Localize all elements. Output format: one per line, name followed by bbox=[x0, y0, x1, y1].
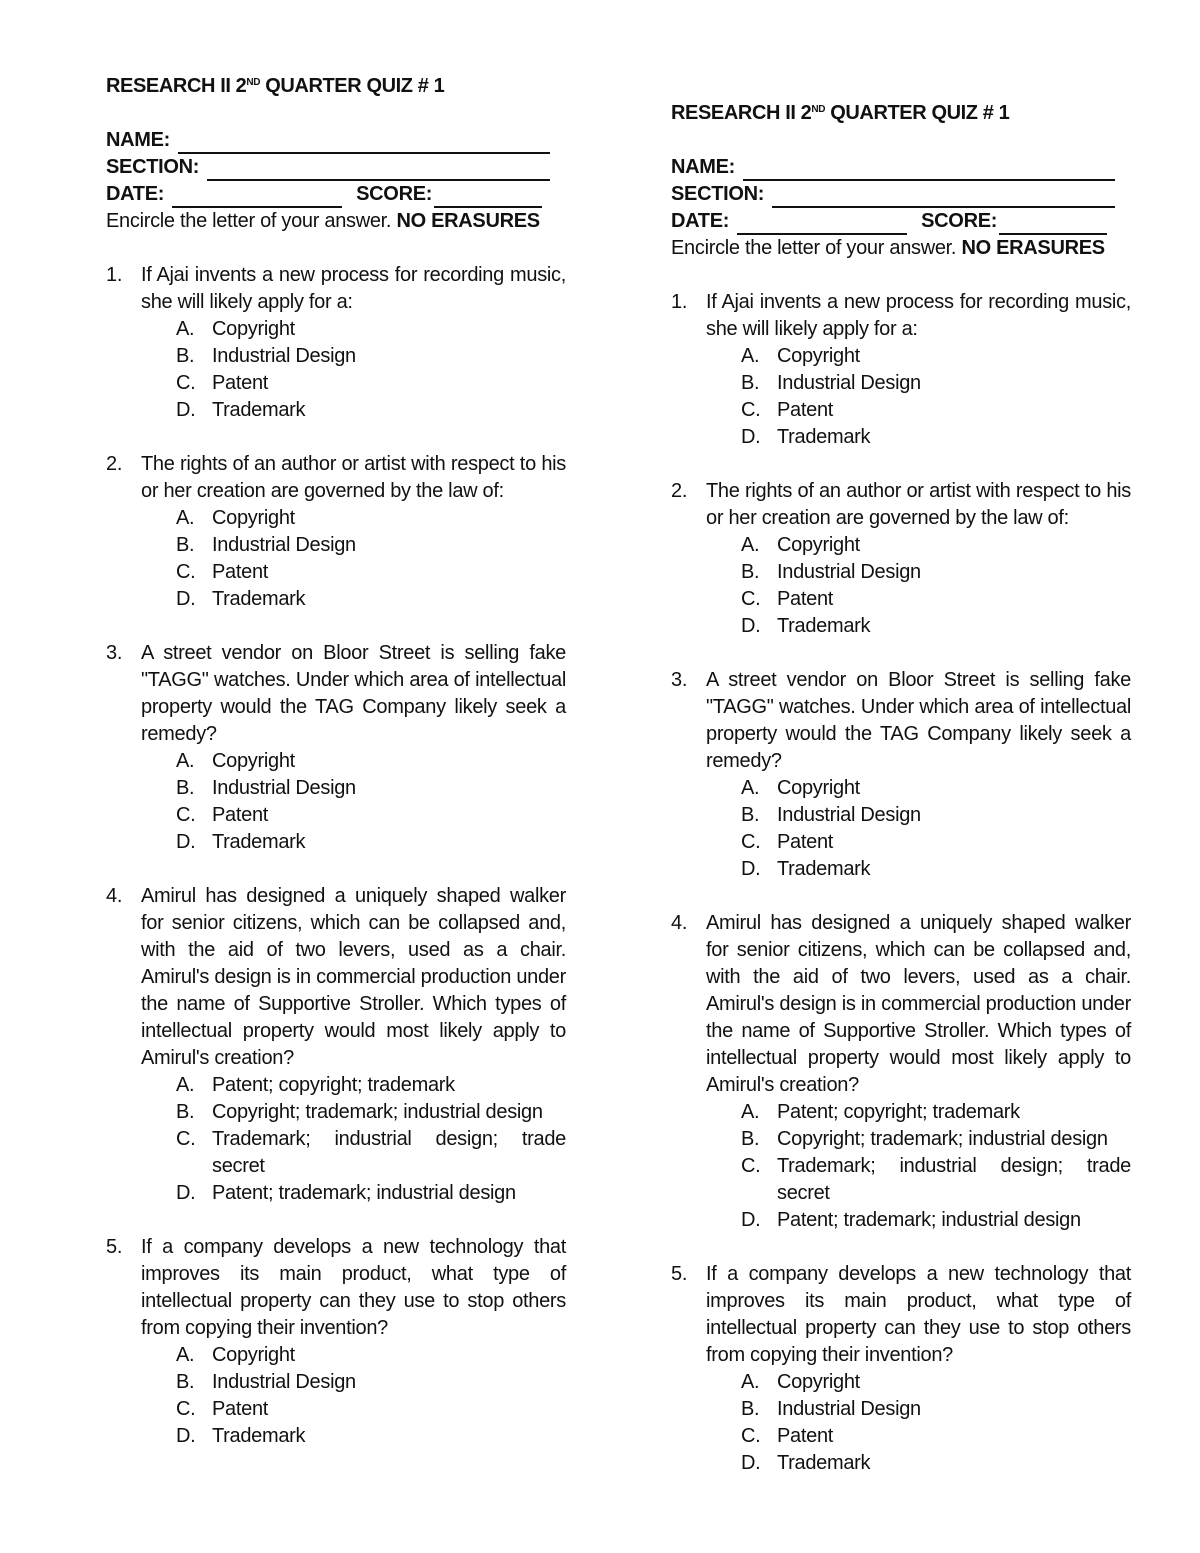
section-label: SECTION: bbox=[106, 156, 200, 178]
question-text: A street vendor on Bloor Street is selling fake "TAGG" watches. Under which area of intellectual property would the TAG Company likely seek a remedy? bbox=[141, 642, 566, 745]
date-line[interactable] bbox=[737, 213, 907, 235]
option-text: Copyright bbox=[777, 534, 860, 556]
option-letter[interactable]: D. bbox=[176, 399, 196, 421]
option-letter[interactable]: C. bbox=[741, 831, 761, 853]
question-1 bbox=[671, 289, 1131, 451]
option-list bbox=[671, 343, 1131, 451]
question-3-option-b[interactable] bbox=[176, 775, 566, 802]
question-3-option-c[interactable] bbox=[176, 802, 566, 829]
question-number: 4. bbox=[106, 885, 123, 907]
quiz-title: RESEARCH II 2ND QUARTER QUIZ # 1 bbox=[106, 75, 445, 97]
question-2 bbox=[671, 478, 1131, 640]
option-letter[interactable]: B. bbox=[176, 345, 195, 367]
option-letter[interactable]: B. bbox=[741, 1128, 760, 1150]
option-letter[interactable]: D. bbox=[741, 1452, 761, 1474]
option-text: Industrial Design bbox=[777, 1398, 921, 1420]
section-label: SECTION: bbox=[671, 183, 765, 205]
quiz-copy-right bbox=[671, 100, 1131, 1477]
question-2-option-b[interactable] bbox=[176, 532, 566, 559]
option-letter[interactable]: C. bbox=[176, 1128, 196, 1150]
question-5-option-a[interactable] bbox=[176, 1342, 566, 1369]
question-2-option-a[interactable] bbox=[176, 505, 566, 532]
option-text: Patent; copyright; trademark bbox=[777, 1101, 1020, 1123]
option-letter[interactable]: C. bbox=[741, 1155, 761, 1177]
option-list bbox=[671, 775, 1131, 883]
question-5-option-b[interactable] bbox=[176, 1369, 566, 1396]
option-letter[interactable]: B. bbox=[741, 1398, 760, 1420]
question-5-option-c[interactable] bbox=[176, 1396, 566, 1423]
option-text: Patent bbox=[777, 399, 834, 421]
question-number: 3. bbox=[671, 669, 688, 691]
option-list bbox=[106, 505, 566, 613]
option-letter[interactable]: A. bbox=[741, 1371, 760, 1393]
question-3-option-d[interactable] bbox=[741, 856, 1131, 883]
date-score-row[interactable] bbox=[671, 208, 1131, 235]
option-text: Trademark bbox=[212, 588, 306, 610]
option-letter[interactable]: B. bbox=[176, 534, 195, 556]
option-text: Trademark bbox=[212, 831, 306, 853]
option-list bbox=[106, 316, 566, 424]
option-letter[interactable]: C. bbox=[176, 372, 196, 394]
option-text: Copyright bbox=[777, 777, 860, 799]
question-3-option-c[interactable] bbox=[741, 829, 1131, 856]
option-letter[interactable]: C. bbox=[741, 1425, 761, 1447]
option-text: Trademark; industrial design; trade secret bbox=[777, 1155, 1131, 1204]
question-text: The rights of an author or artist with respect to his or her creation are governed by the law of: bbox=[141, 453, 566, 502]
score-line[interactable] bbox=[999, 213, 1107, 235]
question-1-option-a[interactable] bbox=[741, 343, 1131, 370]
option-text: Trademark bbox=[212, 1425, 306, 1447]
question-5-option-d[interactable] bbox=[176, 1423, 566, 1450]
question-text: The rights of an author or artist with respect to his or her creation are governed by the law of: bbox=[706, 480, 1131, 529]
option-letter[interactable]: D. bbox=[176, 588, 196, 610]
question-2-option-d[interactable] bbox=[741, 613, 1131, 640]
option-text: Patent; copyright; trademark bbox=[212, 1074, 455, 1096]
question-2-option-a[interactable] bbox=[741, 532, 1131, 559]
question-5-option-d[interactable] bbox=[741, 1450, 1131, 1477]
question-number: 2. bbox=[106, 453, 123, 475]
question-5-option-c[interactable] bbox=[741, 1423, 1131, 1450]
question-4-option-b[interactable] bbox=[741, 1126, 1131, 1153]
question-2-option-b[interactable] bbox=[741, 559, 1131, 586]
option-letter[interactable]: A. bbox=[176, 1344, 195, 1366]
question-number: 2. bbox=[671, 480, 688, 502]
score-label: SCORE: bbox=[921, 210, 998, 232]
date-line[interactable] bbox=[172, 186, 342, 208]
question-1-option-c[interactable] bbox=[176, 370, 566, 397]
question-4-option-d[interactable] bbox=[176, 1180, 566, 1207]
name-line[interactable] bbox=[743, 159, 1115, 181]
option-letter[interactable]: D. bbox=[176, 1425, 196, 1447]
question-4 bbox=[671, 910, 1131, 1234]
question-1-option-d[interactable] bbox=[176, 397, 566, 424]
option-text: Patent bbox=[212, 804, 269, 826]
question-text: Amirul has designed a uniquely shaped walker for senior citizens, which can be collapsed and, with the aid of two levers, used as a chair. Amirul's design is in commercial production under the name of Supportive Stroller. Which types of intellectual property would most likely apply to Amirul's creation? bbox=[141, 885, 566, 1069]
question-text: A street vendor on Bloor Street is selling fake "TAGG" watches. Under which area of intellectual property would the TAG Company likely seek a remedy? bbox=[706, 669, 1131, 772]
question-4 bbox=[106, 883, 566, 1207]
question-1-option-b[interactable] bbox=[176, 343, 566, 370]
option-text: Patent bbox=[777, 1425, 834, 1447]
option-letter[interactable]: A. bbox=[176, 1074, 195, 1096]
option-letter[interactable]: C. bbox=[741, 399, 761, 421]
option-text: Patent; trademark; industrial design bbox=[212, 1182, 516, 1204]
question-text: If a company develops a new technology that improves its main product, what type of intellectual property can they use to stop others from copying their invention? bbox=[141, 1236, 566, 1339]
question-5 bbox=[106, 1234, 566, 1450]
question-1-option-d[interactable] bbox=[741, 424, 1131, 451]
question-number: 5. bbox=[106, 1236, 123, 1258]
option-text: Patent bbox=[777, 588, 834, 610]
question-2 bbox=[106, 451, 566, 613]
question-4-option-c[interactable] bbox=[176, 1126, 566, 1180]
option-text: Copyright bbox=[777, 345, 860, 367]
option-letter[interactable]: D. bbox=[741, 615, 761, 637]
option-letter[interactable]: B. bbox=[741, 372, 760, 394]
option-text: Industrial Design bbox=[777, 804, 921, 826]
option-text: Copyright bbox=[212, 1344, 295, 1366]
option-list bbox=[106, 1342, 566, 1450]
option-text: Industrial Design bbox=[212, 1371, 356, 1393]
question-5-option-a[interactable] bbox=[741, 1369, 1131, 1396]
option-text: Copyright; trademark; industrial design bbox=[777, 1128, 1108, 1150]
option-text: Patent; trademark; industrial design bbox=[777, 1209, 1081, 1231]
question-1 bbox=[106, 262, 566, 424]
question-number: 1. bbox=[106, 264, 123, 286]
name-field[interactable] bbox=[106, 127, 566, 154]
score-label: SCORE: bbox=[356, 183, 433, 205]
date-label: DATE: bbox=[106, 183, 165, 205]
option-letter[interactable]: D. bbox=[741, 426, 761, 448]
question-number: 1. bbox=[671, 291, 688, 313]
option-letter[interactable]: A. bbox=[176, 507, 195, 529]
option-text: Patent bbox=[212, 372, 269, 394]
question-4-option-d[interactable] bbox=[741, 1207, 1131, 1234]
section-line[interactable] bbox=[207, 159, 550, 181]
option-letter[interactable]: C. bbox=[176, 561, 196, 583]
question-4-option-a[interactable] bbox=[741, 1099, 1131, 1126]
question-text: If a company develops a new technology that improves its main product, what type of intellectual property can they use to stop others from copying their invention? bbox=[706, 1263, 1131, 1366]
question-number: 3. bbox=[106, 642, 123, 664]
option-letter[interactable]: D. bbox=[741, 1209, 761, 1231]
question-3-option-a[interactable] bbox=[176, 748, 566, 775]
question-3-option-b[interactable] bbox=[741, 802, 1131, 829]
option-text: Trademark bbox=[777, 1452, 871, 1474]
question-text: If Ajai invents a new process for recording music, she will likely apply for a: bbox=[141, 264, 566, 313]
option-text: Patent bbox=[212, 561, 269, 583]
option-list bbox=[671, 1099, 1131, 1234]
date-label: DATE: bbox=[671, 210, 730, 232]
question-3 bbox=[671, 667, 1131, 883]
name-label: NAME: bbox=[106, 129, 171, 151]
question-text: If Ajai invents a new process for recording music, she will likely apply for a: bbox=[706, 291, 1131, 340]
name-label: NAME: bbox=[671, 156, 736, 178]
option-text: Trademark; industrial design; trade secret bbox=[212, 1128, 566, 1177]
option-letter[interactable]: D. bbox=[741, 858, 761, 880]
option-text: Trademark bbox=[777, 426, 871, 448]
option-text: Copyright bbox=[212, 750, 295, 772]
option-text: Industrial Design bbox=[777, 372, 921, 394]
option-letter[interactable]: C. bbox=[176, 1398, 196, 1420]
question-1-option-b[interactable] bbox=[741, 370, 1131, 397]
question-5-option-b[interactable] bbox=[741, 1396, 1131, 1423]
option-text: Industrial Design bbox=[777, 561, 921, 583]
option-letter[interactable]: A. bbox=[741, 345, 760, 367]
quiz-copy-left bbox=[106, 73, 566, 1450]
question-1-option-a[interactable] bbox=[176, 316, 566, 343]
option-letter[interactable]: D. bbox=[176, 831, 196, 853]
question-5 bbox=[671, 1261, 1131, 1477]
section-line[interactable] bbox=[772, 186, 1115, 208]
question-2-option-c[interactable] bbox=[741, 586, 1131, 613]
option-letter[interactable]: B. bbox=[741, 561, 760, 583]
option-list bbox=[671, 532, 1131, 640]
date-score-row[interactable] bbox=[106, 181, 566, 208]
question-4-option-c[interactable] bbox=[741, 1153, 1131, 1207]
quiz-title: RESEARCH II 2ND QUARTER QUIZ # 1 bbox=[671, 102, 1010, 124]
option-letter[interactable]: B. bbox=[176, 1101, 195, 1123]
question-2-option-c[interactable] bbox=[176, 559, 566, 586]
option-text: Industrial Design bbox=[212, 534, 356, 556]
section-field[interactable] bbox=[106, 154, 566, 181]
option-letter[interactable]: A. bbox=[741, 534, 760, 556]
option-text: Copyright; trademark; industrial design bbox=[212, 1101, 543, 1123]
question-4-option-b[interactable] bbox=[176, 1099, 566, 1126]
option-text: Patent bbox=[212, 1398, 269, 1420]
option-list bbox=[671, 1369, 1131, 1477]
option-text: Copyright bbox=[212, 318, 295, 340]
question-4-option-a[interactable] bbox=[176, 1072, 566, 1099]
option-letter[interactable]: A. bbox=[741, 777, 760, 799]
question-2-option-d[interactable] bbox=[176, 586, 566, 613]
option-letter[interactable]: B. bbox=[741, 804, 760, 826]
option-letter[interactable]: A. bbox=[741, 1101, 760, 1123]
option-letter[interactable]: C. bbox=[176, 804, 196, 826]
question-number: 5. bbox=[671, 1263, 688, 1285]
option-text: Trademark bbox=[777, 615, 871, 637]
option-letter[interactable]: A. bbox=[176, 750, 195, 772]
option-letter[interactable]: B. bbox=[176, 777, 195, 799]
section-field[interactable] bbox=[671, 181, 1131, 208]
question-number: 4. bbox=[671, 912, 688, 934]
question-3-option-a[interactable] bbox=[741, 775, 1131, 802]
option-letter[interactable]: A. bbox=[176, 318, 195, 340]
option-text: Copyright bbox=[212, 507, 295, 529]
question-3-option-d[interactable] bbox=[176, 829, 566, 856]
question-3 bbox=[106, 640, 566, 856]
instructions: Encircle the letter of your answer. NO ERASURES bbox=[106, 210, 540, 232]
option-letter[interactable]: C. bbox=[741, 588, 761, 610]
option-letter[interactable]: B. bbox=[176, 1371, 195, 1393]
question-1-option-c[interactable] bbox=[741, 397, 1131, 424]
option-text: Trademark bbox=[212, 399, 306, 421]
option-text: Industrial Design bbox=[212, 345, 356, 367]
name-field[interactable] bbox=[671, 154, 1131, 181]
option-text: Trademark bbox=[777, 858, 871, 880]
score-line[interactable] bbox=[434, 186, 542, 208]
question-text: Amirul has designed a uniquely shaped walker for senior citizens, which can be collapsed and, with the aid of two levers, used as a chair. Amirul's design is in commercial production under the name of Supportive Stroller. Which types of intellectual property would most likely apply to Amirul's creation? bbox=[706, 912, 1131, 1096]
option-text: Copyright bbox=[777, 1371, 860, 1393]
option-list bbox=[106, 748, 566, 856]
option-text: Patent bbox=[777, 831, 834, 853]
name-line[interactable] bbox=[178, 132, 550, 154]
option-list bbox=[106, 1072, 566, 1207]
question-list bbox=[106, 262, 566, 1450]
instructions: Encircle the letter of your answer. NO ERASURES bbox=[671, 237, 1105, 259]
question-list bbox=[671, 289, 1131, 1477]
option-text: Industrial Design bbox=[212, 777, 356, 799]
option-letter[interactable]: D. bbox=[176, 1182, 196, 1204]
